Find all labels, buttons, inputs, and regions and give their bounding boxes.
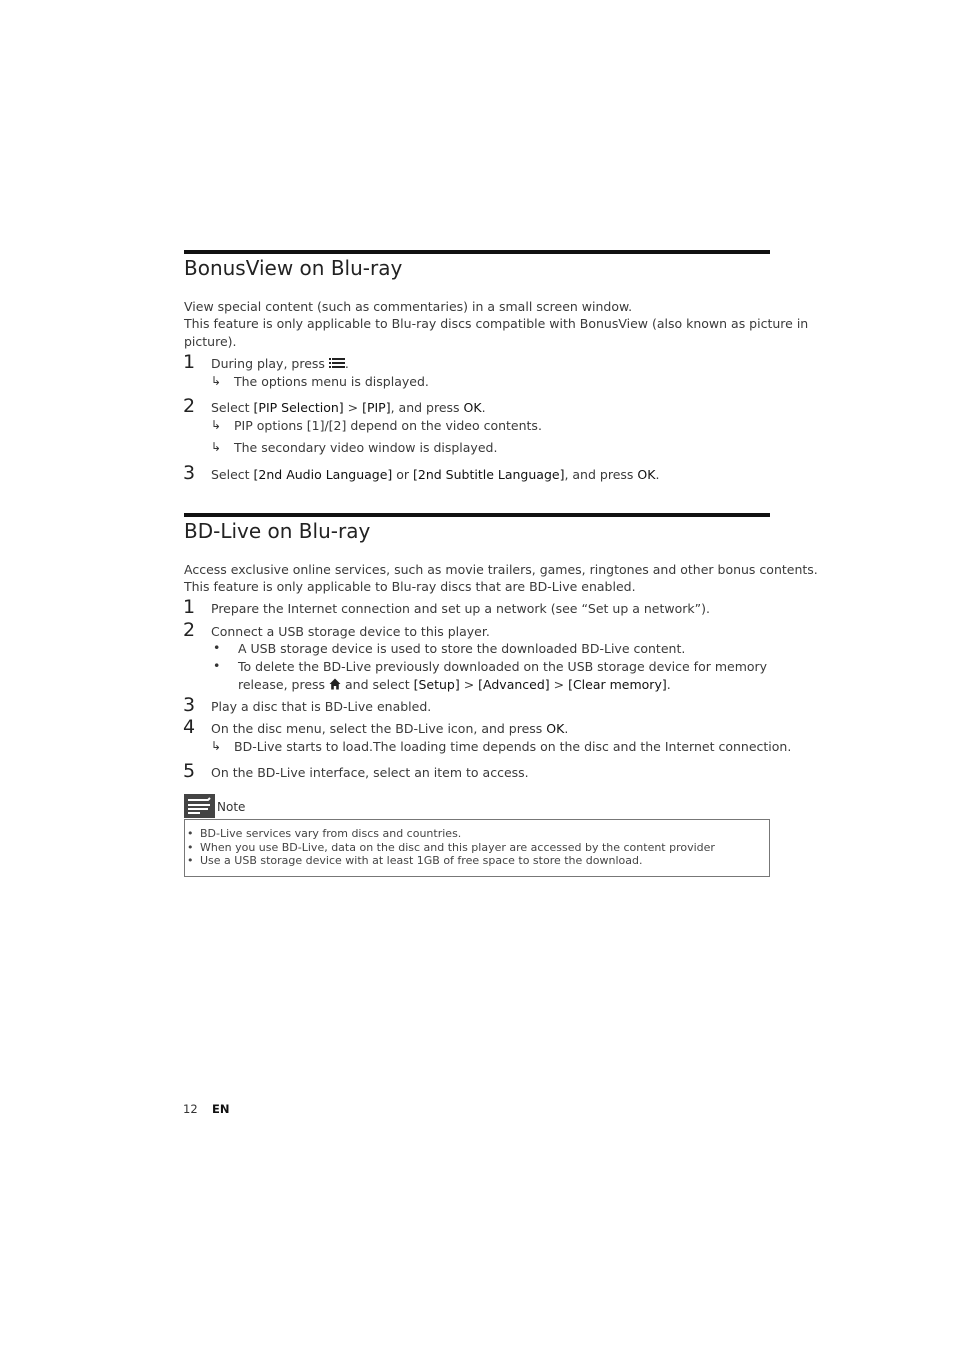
- step-result: The secondary video window is displayed.: [234, 440, 498, 455]
- result-arrow-icon: ↳: [211, 739, 222, 753]
- step-number: 3: [183, 462, 196, 484]
- intro-text: picture).: [184, 334, 237, 349]
- bullet-dot: •: [187, 841, 194, 854]
- step-number: 4: [183, 716, 196, 738]
- section-divider: [184, 513, 770, 517]
- step-result: BD-Live starts to load.The loading time depends on the disc and the Internet connection.: [234, 739, 792, 754]
- intro-text: This feature is only applicable to Blu-ray discs compatible with BonusView (also known as picture in: [184, 316, 809, 331]
- section-divider: [184, 250, 770, 254]
- step-text: Select [2nd Audio Language] or [2nd Subtitle Language], and press OK.: [211, 467, 660, 482]
- bullet-dot: •: [187, 827, 194, 840]
- section-title: BonusView on Blu-ray: [184, 256, 403, 280]
- step-text: On the BD-Live interface, select an item to access.: [211, 765, 529, 780]
- bullet-text: To delete the BD-Live previously downloaded on the USB storage device for memory: [238, 659, 768, 674]
- home-icon: [329, 677, 341, 695]
- bullet-dot: •: [213, 658, 221, 673]
- step-number: 1: [183, 351, 196, 373]
- bullet-dot: •: [213, 640, 221, 655]
- result-arrow-icon: ↳: [211, 418, 222, 432]
- step-text: Connect a USB storage device to this player.: [211, 624, 490, 639]
- step-text: Play a disc that is BD-Live enabled.: [211, 699, 432, 714]
- note-item: BD-Live services vary from discs and countries.: [200, 827, 462, 840]
- intro-text: View special content (such as commentaries) in a small screen window.: [184, 299, 633, 314]
- step-number: 3: [183, 694, 196, 716]
- bullet-dot: •: [187, 854, 194, 867]
- note-icon: [184, 794, 215, 818]
- step-text: During play, press .: [211, 355, 349, 373]
- intro-text: Access exclusive online services, such as movie trailers, games, ringtones and other bonus contents.: [184, 562, 818, 577]
- bullet-text: release, press and select [Setup] > [Advanced] > [Clear memory].: [238, 676, 671, 695]
- step-result: PIP options [1]/[2] depend on the video contents.: [234, 418, 542, 433]
- step-number: 2: [183, 395, 196, 417]
- step-number: 5: [183, 760, 196, 782]
- step-text: Select [PIP Selection] > [PIP], and press OK.: [211, 400, 486, 415]
- step-result: The options menu is displayed.: [234, 374, 429, 389]
- step-number: 2: [183, 619, 196, 641]
- section-title: BD-Live on Blu-ray: [184, 519, 371, 543]
- bullet-text: A USB storage device is used to store the downloaded BD-Live content.: [238, 641, 686, 656]
- result-arrow-icon: ↳: [211, 374, 222, 388]
- note-item: Use a USB storage device with at least 1GB of free space to store the download.: [200, 854, 643, 867]
- options-menu-icon: [329, 356, 345, 374]
- result-arrow-icon: ↳: [211, 440, 222, 454]
- intro-text: This feature is only applicable to Blu-ray discs that are BD-Live enabled.: [184, 579, 636, 594]
- step-number: 1: [183, 596, 196, 618]
- language-code: EN: [212, 1102, 230, 1116]
- step-text: Prepare the Internet connection and set up a network (see “Set up a network”).: [211, 601, 710, 616]
- step-text: On the disc menu, select the BD-Live icon, and press OK.: [211, 721, 569, 736]
- note-label: Note: [217, 800, 246, 814]
- note-item: When you use BD-Live, data on the disc and this player are accessed by the content provider: [200, 841, 715, 854]
- page-number: 12: [183, 1102, 198, 1116]
